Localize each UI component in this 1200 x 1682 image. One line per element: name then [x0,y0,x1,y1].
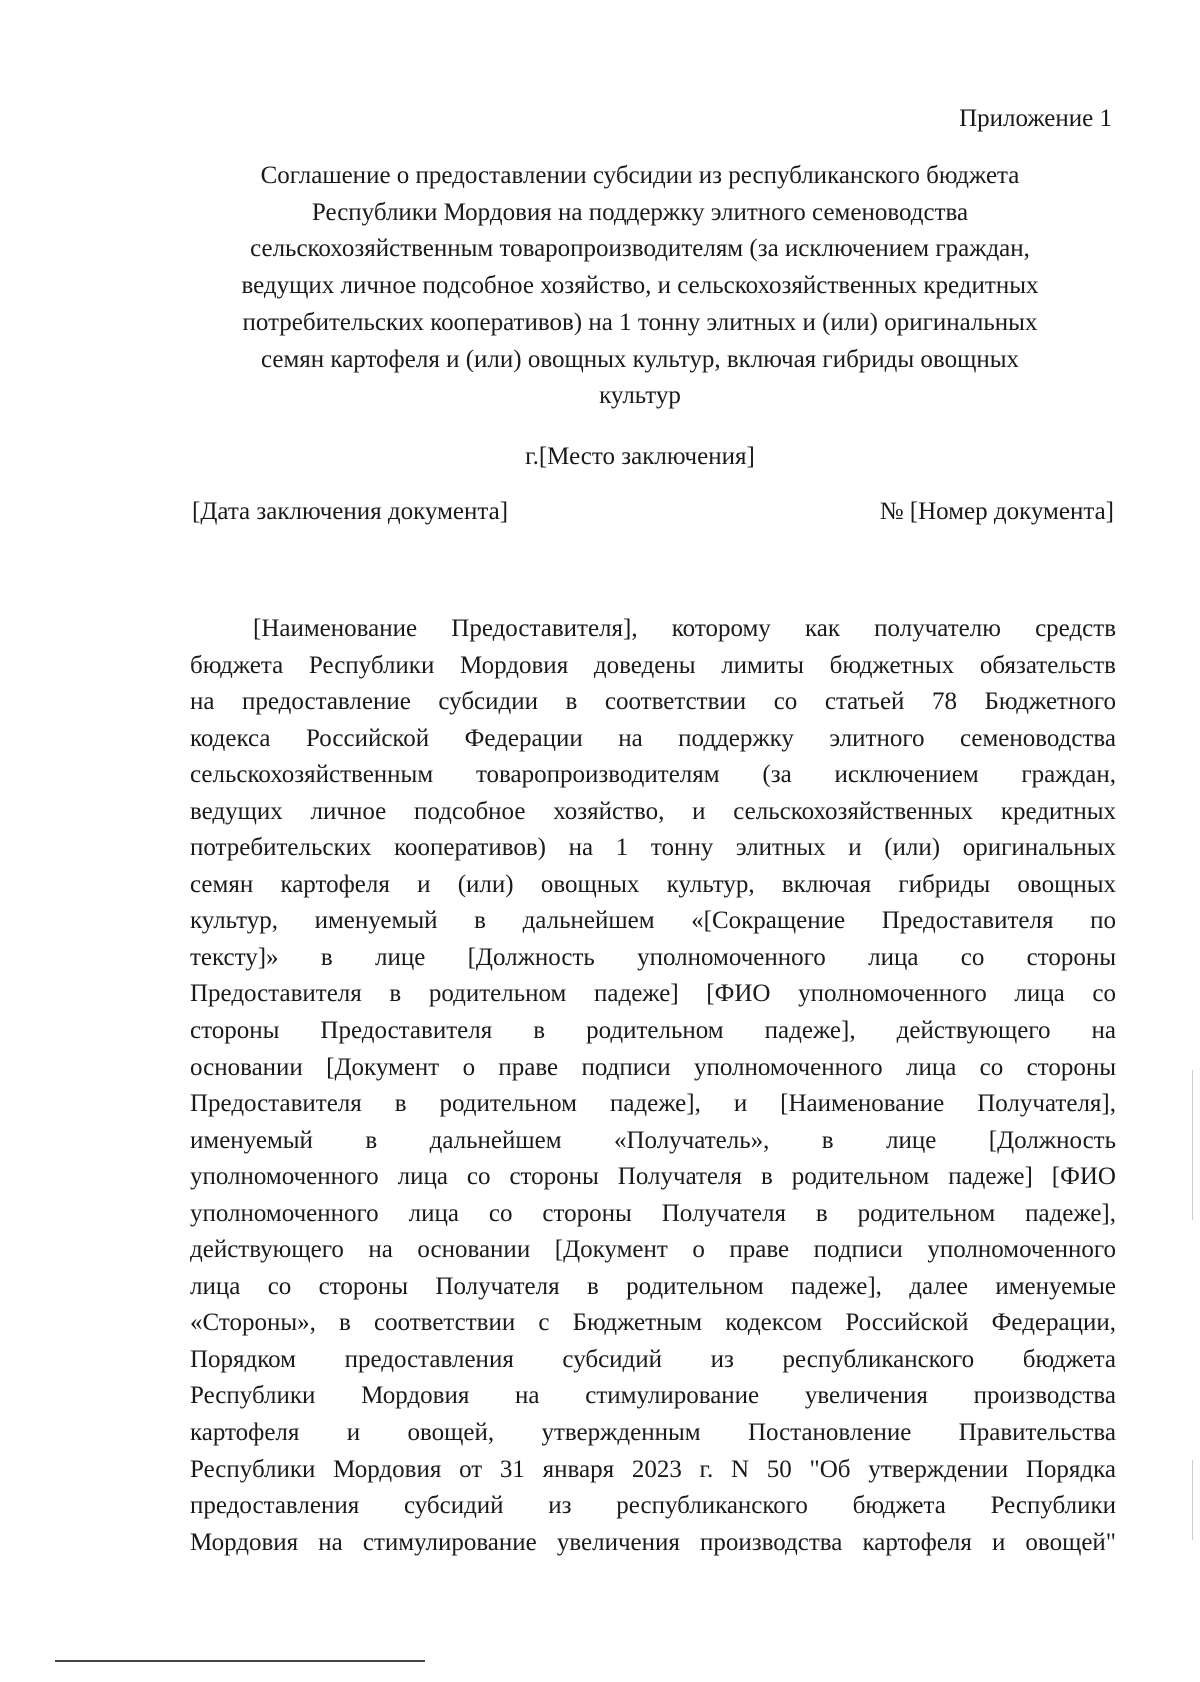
agreement-preamble [190,611,1116,1561]
title-line: семян картофеля и (или) овощных культур, включая гибриды овощных [260,345,1019,373]
body-line: предоставления субсидий из республиканского бюджета Республики [190,1492,1116,1520]
body-line: картофеля и овощей, утвержденным Постановление Правительства [190,1419,1116,1447]
scan-artifact [1192,1460,1193,1540]
appendix-label: Приложение 1 [959,105,1112,132]
body-line: потребительских кооперативов) на 1 тонну элитных и (или) оригинальных [190,834,1116,862]
title-line: Соглашение о предоставлении субсидии из республиканского бюджета [260,162,1020,189]
body-line: Порядком предоставления субсидий из республиканского бюджета [190,1345,1116,1373]
body-line: «Стороны», в соответствии с Бюджетным кодексом Российской Федерации, [190,1309,1116,1337]
body-line: уполномоченного лица со стороны Получателя в родительном падеже] [ФИО [190,1163,1116,1191]
place-of-conclusion: г.[Место заключения] [525,443,755,470]
body-line: стороны Предоставителя в родительном падеже], действующего на [190,1017,1116,1045]
body-line: семян картофеля и (или) овощных культур, включая гибриды овощных [190,870,1116,898]
title-line: потребительских кооперативов) на 1 тонну элитных и (или) оригинальных [242,308,1038,336]
body-line: лица со стороны Получателя в родительном падеже], далее именуемые [190,1272,1116,1300]
body-line: бюджета Республики Мордовия доведены лимиты бюджетных обязательств [190,651,1116,679]
document-number: № [Номер документа] [879,498,1114,525]
title-line: ведущих личное подсобное хозяйство, и сельскохозяйственных кредитных [241,272,1039,300]
body-line: действующего на основании [Документ о праве подписи уполномоченного [190,1236,1116,1264]
body-line: Предоставителя в родительном падеже] [ФИО уполномоченного лица со [190,980,1116,1008]
body-line: Республики Мордовия на стимулирование увеличения производства [190,1382,1116,1410]
body-line: на предоставление субсидии в соответствии со статьей 78 Бюджетного [190,688,1116,716]
body-line: кодекса Российской Федерации на поддержку элитного семеноводства [190,724,1116,752]
body-line: тексту]» в лице [Должность уполномоченного лица со стороны [190,943,1116,971]
title-line: сельскохозяйственным товаропроизводителям (за исключением граждан, [250,235,1030,263]
body-line: Предоставителя в родительном падеже], и [Наименование Получателя], [190,1090,1116,1118]
body-line: ведущих личное подсобное хозяйство, и сельскохозяйственных кредитных [190,797,1116,825]
body-line: уполномоченного лица со стороны Получателя в родительном падеже], [190,1199,1116,1227]
body-line: основании [Документ о праве подписи уполномоченного лица со стороны [190,1053,1116,1081]
body-line: культур, именуемый в дальнейшем «[Сокращение Предоставителя по [190,907,1116,935]
body-line: Мордовия на стимулирование увеличения производства картофеля и овощей" [190,1528,1116,1556]
title-line: Республики Мордовия на поддержку элитного семеноводства [311,198,969,226]
document-date: [Дата заключения документа] [192,498,509,525]
body-line: [Наименование Предоставителя], которому как получателю средств [253,615,1116,642]
footnote-separator [55,1660,425,1662]
body-line: сельскохозяйственным товаропроизводителям (за исключением граждан, [190,761,1116,789]
title-line: культур [599,382,681,410]
document-title [190,158,1090,415]
scan-artifact [1192,1070,1193,1220]
body-line: Республики Мордовия от 31 января 2023 г. N 50 "Об утверждении Порядка [190,1455,1116,1483]
body-line: именуемый в дальнейшем «Получатель», в лице [Должность [190,1126,1116,1154]
